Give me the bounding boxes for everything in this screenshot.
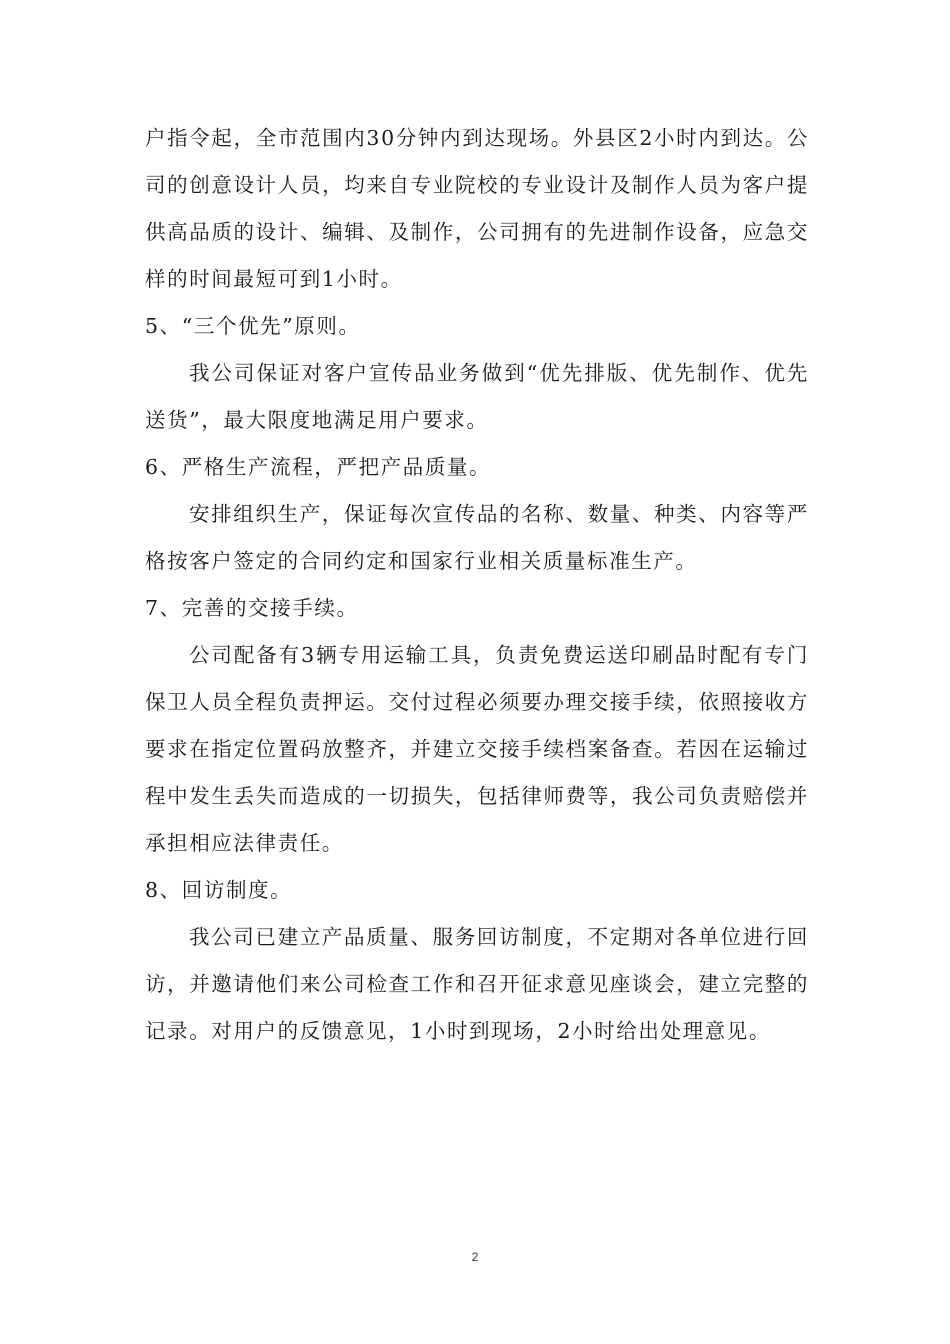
paragraph-response-time: 户指令起，全市范围内30分钟内到达现场。外县区2小时内到达。公司的创意设计人员，均来自专业院校的专业设计及制作人员为客户提供高品质的设计、编辑、及制作，公司拥有的先进制作设备，应急交样的时间最短可到1小时。: [145, 126, 809, 291]
heading-three-priorities: 5、“三个优先”原则。: [145, 314, 361, 338]
heading-follow-up: 8、回访制度。: [145, 878, 293, 902]
paragraph-handover: 公司配备有3辆专用运输工具，负责免费运送印刷品时配有专门保卫人员全程负责押运。交付过程必须要办理交接手续，依照接收方要求在指定位置码放整齐，并建立交接手续档案备查。若因在运输过程中发生丢失而造成的一切损失，包括律师费等，我公司负责赔偿并承担相应法律责任。: [145, 643, 809, 855]
page-number: 2: [471, 1250, 479, 1264]
paragraph-three-priorities: 我公司保证对客户宣传品业务做到“优先排版、优先制作、优先送货”，最大限度地满足用户要求。: [145, 361, 809, 432]
heading-handover: 7、完善的交接手续。: [145, 596, 359, 620]
heading-production-process: 6、严格生产流程，严把产品质量。: [145, 455, 492, 479]
body-text: [145, 115, 809, 1055]
paragraph-production-process: 安排组织生产，保证每次宣传品的名称、数量、种类、内容等严格按客户签定的合同约定和国家行业相关质量标准生产。: [145, 502, 809, 573]
paragraph-follow-up: 我公司已建立产品质量、服务回访制度，不定期对各单位进行回访，并邀请他们来公司检查工作和召开征求意见座谈会，建立完整的记录。对用户的反馈意见，1小时到现场，2小时给出处理意见。: [145, 925, 809, 1043]
